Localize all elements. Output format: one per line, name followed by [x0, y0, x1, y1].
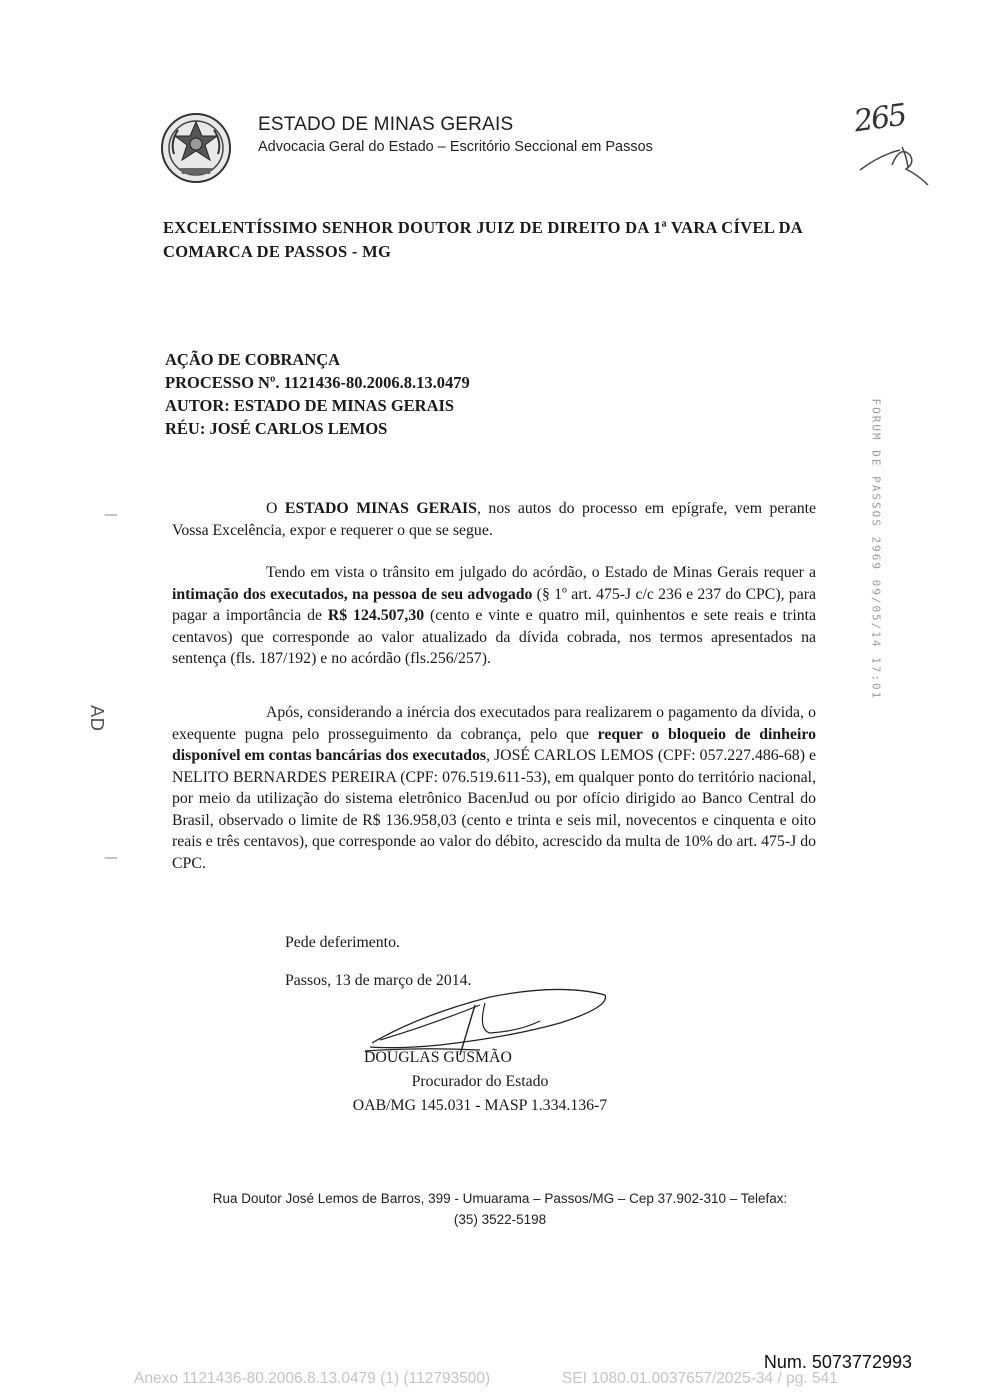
protocol-stamp: FORUM DE PASSOS 2969 09/05/14 17:01: [869, 398, 883, 701]
folio-mark: [830, 95, 940, 190]
signer-block: [300, 1046, 660, 1118]
margin-tick-icon: —: [104, 850, 118, 866]
place-and-date: Passos, 13 de março de 2014.: [285, 972, 472, 989]
letterhead: [258, 114, 653, 155]
coat-of-arms-icon: [160, 112, 232, 184]
signer-name: DOUGLAS GUSMÃO: [364, 1049, 512, 1066]
paragraph-intro: O ESTADO MINAS GERAIS, nos autos do processo em epígrafe, vem perante Vossa Excelência, expor e requerer o que se segue.: [172, 500, 817, 539]
signer-registration: OAB/MG 145.031 - MASP 1.334.136-7: [352, 1097, 608, 1114]
closing-request: Pede deferimento.: [285, 934, 400, 951]
org-name: ESTADO DE MINAS GERAIS: [258, 114, 514, 135]
footer-address-line-2: (35) 3522-5198: [453, 1212, 547, 1227]
margin-tick-icon: —: [104, 507, 118, 523]
paragraph-request-summons: Tendo em vista o trânsito em julgado do acórdão, o Estado de Minas Gerais requer a intimação dos executados, na pessoa de seu advogado (§ 1º art. 475-J c/c 236 e 237 do CPC), para pagar a importância de R$ 124.507,30 (cento e vinte e quatro mil, quinhentos e sete reais e trinta centavos) que corresponde ao valor atualizado da dívida cobrada, nos termos apresentados na sentença (fls. 187/192) e no acórdão (fls.256/257).: [172, 564, 817, 667]
folio-number: 265: [851, 97, 908, 140]
case-action: AÇÃO DE COBRANÇA: [165, 350, 341, 369]
footer-address-line-1: Rua Doutor José Lemos de Barros, 399 - Umuarama – Passos/MG – Cep 37.902-310 – Telefax:: [212, 1191, 788, 1206]
case-defendant: RÉU: JOSÉ CARLOS LEMOS: [165, 419, 388, 438]
addressee: EXCELENTÍSSIMO SENHOR DOUTOR JUIZ DE DIREITO DA 1ª VARA CÍVEL DA COMARCA DE PASSOS - MG: [163, 218, 803, 261]
signer-role: Procurador do Estado: [411, 1073, 549, 1090]
paragraph-request-freeze: Após, considerando a inércia dos executados para realizarem o pagamento da dívida, o exequente pugna pelo prosseguimento da cobrança, pelo que requer o bloqueio de dinheiro disponível em contas bancárias dos executados, JOSÉ CARLOS LEMOS (CPF: 057.227.486-68) e NELITO BERNARDES PEREIRA (CPF: 076.519.611-53), em qualquer ponto do território nacional, por meio da utilização do sistema eletrônico BacenJud ou por ofício dirigido ao Banco Central do Brasil, observado o limite de R$ 136.958,03 (cento e trinta e seis mil, novecentos e cinquenta e oito reais e três centavos), que corresponde ao valor do débito, acrescido da multa de 10% do art. 475-J do CPC.: [172, 704, 816, 872]
annex-reference: Anexo 1121436-80.2006.8.13.0479 (1) (112793500): [134, 1370, 491, 1387]
org-subtitle: Advocacia Geral do Estado – Escritório Seccional em Passos: [258, 139, 653, 155]
sei-reference: SEI 1080.01.0037657/2025-34 / pg. 541: [562, 1370, 838, 1387]
footer-address: [160, 1188, 840, 1230]
document-number: Num. 5073772993: [763, 1352, 912, 1372]
folio-rubric-icon: [830, 95, 940, 190]
margin-initials: AD: [86, 705, 107, 732]
case-author: AUTOR: ESTADO DE MINAS GERAIS: [165, 396, 455, 415]
case-header: [165, 348, 470, 440]
case-process-number: PROCESSO Nº. 1121436-80.2006.8.13.0479: [165, 373, 470, 392]
